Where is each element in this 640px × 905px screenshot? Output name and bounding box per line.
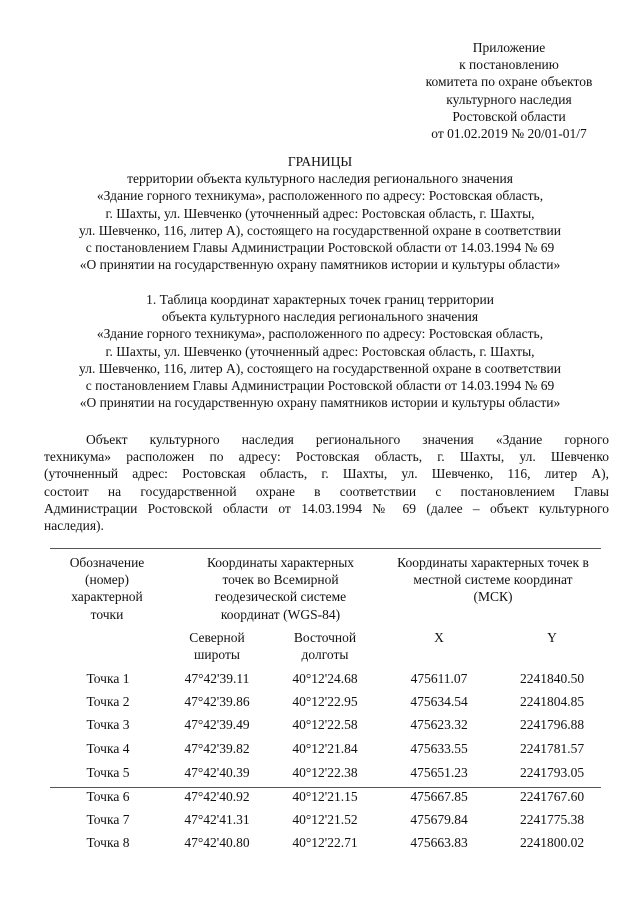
header-line: Координаты характерных точек в bbox=[397, 555, 589, 570]
cell-x: 475667.85 bbox=[410, 789, 468, 804]
section-line: с постановлением Главы Администрации Ростовской области от 14.03.1994 № 69 bbox=[85, 378, 555, 394]
section-line: объекта культурного наследия регионального значения bbox=[161, 309, 479, 325]
header-line: точки bbox=[90, 606, 124, 622]
paragraph-line: техникума» расположен по адресу: Ростовская область, г. Шахты, ул. Шевченко bbox=[44, 449, 609, 465]
section-line: г. Шахты, ул. Шевченко (уточненный адрес: Ростовская область, г. Шахты, bbox=[105, 343, 535, 359]
subheader-east-longitude bbox=[270, 629, 380, 663]
cell-y: 2241796.88 bbox=[519, 717, 585, 732]
cell-x: 475679.84 bbox=[410, 812, 468, 827]
section-line: «Здание горного техникума», расположенного по адресу: Ростовская область, bbox=[96, 326, 544, 342]
cell-north: 47°42'41.31 bbox=[184, 812, 250, 827]
title-line: г. Шахты, ул. Шевченко (уточненный адрес: Ростовская область, г. Шахты, bbox=[105, 205, 535, 221]
header-line: геодезической системе bbox=[214, 589, 347, 605]
cell-east: 40°12'22.38 bbox=[292, 765, 358, 780]
cell-point: Точка 6 bbox=[86, 789, 130, 804]
cell-east: 40°12'22.95 bbox=[292, 694, 358, 709]
subheader-y bbox=[496, 629, 608, 646]
paragraph-line: Администрации Ростовской области от 14.03.1994 № 69 (далее – объект культурного bbox=[44, 500, 609, 516]
title-line: ул. Шевченко, 116, литер А), состоящего на государственной охране в соответствии bbox=[79, 222, 561, 238]
title-line: территории объекта культурного наследия регионального значения bbox=[127, 171, 513, 187]
table-row bbox=[0, 716, 640, 738]
subheader-line: X bbox=[434, 630, 444, 645]
cell-east: 40°12'21.84 bbox=[292, 741, 358, 756]
cell-east: 40°12'21.52 bbox=[292, 812, 358, 827]
cell-y: 2241767.60 bbox=[519, 789, 585, 804]
table-row bbox=[0, 670, 640, 692]
cell-x: 475633.55 bbox=[410, 741, 468, 756]
cell-x: 475651.23 bbox=[410, 765, 468, 780]
subheader-line: Восточной bbox=[293, 630, 357, 645]
cell-y: 2241840.50 bbox=[519, 671, 585, 686]
subheader-line: широты bbox=[194, 647, 240, 663]
cell-y: 2241800.02 bbox=[519, 835, 585, 850]
title-line: «О принятии на государственную охрану памятников истории и культуры области» bbox=[79, 257, 561, 273]
cell-north: 47°42'39.11 bbox=[184, 671, 250, 686]
subheader-x bbox=[380, 629, 498, 646]
cell-point: Точка 8 bbox=[86, 835, 130, 850]
header-line: характерной bbox=[71, 589, 143, 605]
cell-east: 40°12'24.68 bbox=[292, 671, 358, 686]
document-title bbox=[0, 153, 640, 273]
table-row bbox=[0, 811, 640, 833]
appendix-line: культурного наследия bbox=[446, 91, 572, 107]
table-top-rule bbox=[50, 548, 601, 549]
cell-x: 475663.83 bbox=[410, 835, 468, 850]
table-row bbox=[0, 764, 640, 786]
section-line: 1. Таблица координат характерных точек границ территории bbox=[146, 292, 494, 307]
cell-north: 47°42'40.39 bbox=[184, 765, 250, 780]
header-line: координат (WGS-84) bbox=[220, 606, 341, 622]
header-msk-coordinates bbox=[378, 554, 608, 606]
subheader-line: долготы bbox=[301, 647, 349, 663]
section-line: «О принятии на государственную охрану памятников истории и культуры области» bbox=[79, 395, 561, 411]
appendix-line: Ростовской области bbox=[452, 108, 566, 124]
paragraph-line: Объект культурного наследия регионального значения «Здание горного bbox=[86, 432, 609, 447]
header-line: местной системе координат bbox=[413, 572, 573, 588]
cell-y: 2241804.85 bbox=[519, 694, 585, 709]
title-line: с постановлением Главы Администрации Ростовской области от 14.03.1994 № 69 bbox=[85, 240, 555, 256]
paragraph-line: наследия). bbox=[44, 518, 104, 534]
cell-east: 40°12'21.15 bbox=[292, 789, 358, 804]
table-row bbox=[0, 834, 640, 856]
cell-point: Точка 3 bbox=[86, 717, 130, 732]
appendix-line: к постановлению bbox=[459, 57, 559, 73]
cell-east: 40°12'22.58 bbox=[292, 717, 358, 732]
appendix-block bbox=[380, 39, 638, 142]
body-paragraph bbox=[44, 431, 609, 534]
cell-y: 2241793.05 bbox=[519, 765, 585, 780]
cell-y: 2241775.38 bbox=[519, 812, 585, 827]
cell-point: Точка 4 bbox=[86, 741, 130, 756]
appendix-line: комитета по охране объектов bbox=[425, 74, 593, 90]
table-row bbox=[0, 788, 640, 810]
section-heading bbox=[0, 291, 640, 411]
appendix-line: Приложение bbox=[472, 40, 546, 55]
title-line: «Здание горного техникума», расположенного по адресу: Ростовская область, bbox=[96, 188, 544, 204]
header-point-designation bbox=[52, 554, 162, 623]
header-line: (номер) bbox=[85, 572, 129, 588]
cell-point: Точка 5 bbox=[86, 765, 130, 780]
cell-point: Точка 1 bbox=[86, 671, 130, 686]
subheader-north-latitude bbox=[162, 629, 272, 663]
header-line: (МСК) bbox=[473, 589, 513, 605]
title-heading: ГРАНИЦЫ bbox=[287, 154, 353, 169]
section-line: ул. Шевченко, 116, литер А), состоящего на государственной охране в соответствии bbox=[79, 360, 561, 376]
cell-point: Точка 2 bbox=[86, 694, 130, 709]
table-row bbox=[0, 740, 640, 762]
cell-north: 47°42'40.92 bbox=[184, 789, 250, 804]
table-row bbox=[0, 693, 640, 715]
subheader-line: Y bbox=[547, 630, 557, 645]
header-line: Обозначение bbox=[69, 555, 145, 570]
cell-north: 47°42'40.80 bbox=[184, 835, 250, 850]
cell-x: 475623.32 bbox=[410, 717, 468, 732]
header-line: Координаты характерных bbox=[206, 555, 355, 570]
cell-y: 2241781.57 bbox=[519, 741, 585, 756]
cell-point: Точка 7 bbox=[86, 812, 130, 827]
cell-north: 47°42'39.82 bbox=[184, 741, 250, 756]
cell-north: 47°42'39.86 bbox=[184, 694, 250, 709]
cell-north: 47°42'39.49 bbox=[184, 717, 250, 732]
paragraph-line: (уточненный адрес: Ростовская область, г. Шахты, ул. Шевченко, 116, литер А), bbox=[44, 466, 609, 482]
appendix-line: от 01.02.2019 № 20/01-01/7 bbox=[431, 126, 587, 142]
paragraph-line: состоит на государственной охране в соответствии с постановлением Главы bbox=[44, 483, 609, 499]
subheader-line: Северной bbox=[189, 630, 245, 645]
header-line: точек во Всемирной bbox=[222, 572, 339, 588]
cell-x: 475634.54 bbox=[410, 694, 468, 709]
cell-east: 40°12'22.71 bbox=[292, 835, 358, 850]
header-wgs-coordinates bbox=[168, 554, 393, 623]
cell-x: 475611.07 bbox=[410, 671, 468, 686]
